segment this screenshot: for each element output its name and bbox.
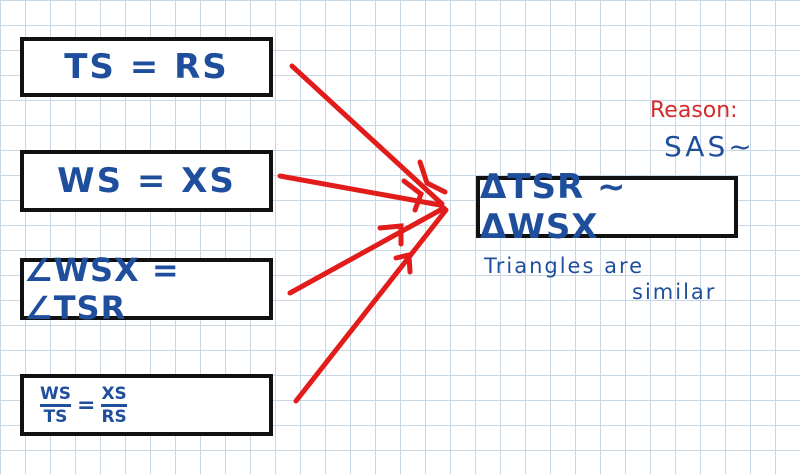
statement-ws-equals-xs	[20, 150, 273, 212]
statement-ts-equals-rs	[20, 37, 273, 97]
arrow-3	[290, 208, 444, 293]
ratio-right-numerator: XS	[101, 383, 127, 404]
ratio-left-fraction	[40, 385, 71, 426]
note-line-2: similar	[632, 280, 717, 304]
statement-angles-equal-text: ∠WSX = ∠TSR	[24, 251, 180, 327]
arrow-4	[296, 210, 446, 401]
note-line-1: Triangles are	[484, 254, 645, 278]
conclusion-text: ΔTSR ~ ΔWSX	[480, 167, 627, 247]
statement-ts-equals-rs-text: TS = RS	[64, 47, 229, 87]
reason-label: Reason:	[650, 98, 738, 123]
ratio-right-fraction	[101, 385, 126, 426]
statement-ratio	[20, 374, 273, 436]
reason-value: SAS~	[664, 130, 755, 163]
ratio-left-denominator: TS	[43, 406, 68, 427]
ratio-right-denominator: RS	[101, 406, 127, 427]
conclusion-box	[476, 167, 738, 247]
ratio-equals-sign: =	[77, 392, 96, 418]
statement-ws-equals-xs-text: WS = XS	[57, 161, 236, 201]
statement-angles-equal	[20, 251, 273, 327]
ratio-left-numerator: WS	[40, 383, 71, 404]
